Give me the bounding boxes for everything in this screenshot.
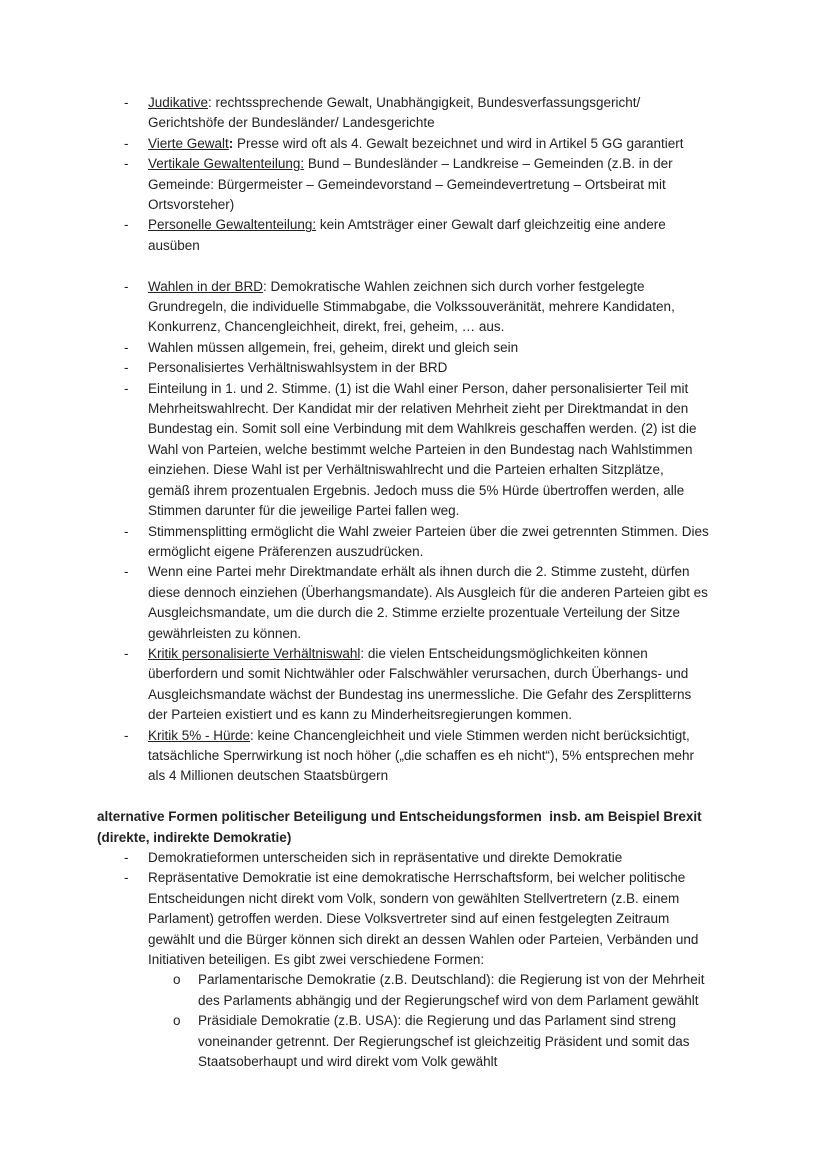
text-run: Bund – Bundesländer – Landkreise – Gemeinden (z.B. in der Gemeinde: Bürgermeister – Gemeindevorstand – Gemeindevertretung – Ortsbeirat mit Ortsvorsteher) [148, 156, 673, 213]
text-run: Wenn eine Partei mehr Direktmandate erhält als ihnen durch die 2. Stimme zusteht, dürfen diese dennoch einziehen (Überhangsmandate). Als Ausgleich für die anderen Parteien gibt es Ausgleichsmandate, um die durch die 2. Stimme erzielte prozentuale Verteilung der Sitze gewährleisten zu können. [148, 564, 708, 641]
list-item [97, 358, 709, 378]
text-run: Vertikale Gewaltenteilung: [148, 156, 305, 172]
list-item [97, 562, 709, 644]
section-gap-2 [97, 787, 709, 807]
list-item-text [148, 868, 709, 970]
text-run: kein Amtsträger einer Gewalt darf gleichzeitig eine andere ausüben [148, 217, 666, 253]
bullet-marker: - [124, 645, 129, 661]
list-item-text [148, 215, 709, 256]
list-item-text [148, 848, 709, 868]
text-run: Presse wird oft als 4. Gewalt bezeichnet und wird in Artikel 5 GG garantiert [233, 135, 684, 151]
text-run: Judikative [148, 95, 209, 110]
list-item [97, 134, 709, 154]
text-run: Personelle Gewaltenteilung: [148, 217, 317, 233]
list-item [97, 379, 709, 522]
list-item-text [148, 726, 709, 787]
list-item-text [148, 338, 709, 358]
list-item-text [148, 379, 709, 522]
text-run: Demokratieformen unterscheiden sich in repräsentative und direkte Demokratie [148, 850, 623, 865]
bullet-marker: - [124, 564, 129, 580]
text-run: Personalisiertes Verhältniswahlsystem in der BRD [148, 360, 448, 376]
list-item-text [148, 134, 709, 154]
gewaltenteilung-list [97, 93, 709, 256]
list-item [97, 644, 709, 726]
list-item [97, 726, 709, 787]
alternative-formen-heading [97, 807, 709, 848]
bullet-marker: - [124, 380, 129, 396]
list-item-text [148, 644, 709, 726]
bullet-marker: - [124, 135, 129, 151]
text-run: Wahlen müssen allgemein, frei, geheim, direkt und gleich sein [148, 339, 519, 355]
text-run: : [228, 135, 234, 151]
list-item [97, 93, 709, 134]
list-item [97, 215, 709, 256]
list-item [97, 848, 709, 868]
bullet-marker: o [173, 1013, 181, 1029]
bullet-marker: - [124, 339, 129, 355]
list-item-text [148, 562, 709, 644]
text-run: Präsidiale Demokratie (z.B. USA): die Regierung und das Parlament sind streng voneinander getrennt. Der Regierungschef ist gleichzeitig Präsident und somit das Staatsoberhaupt und wird direkt vom Volk gewählt [198, 1013, 690, 1070]
list-item [97, 970, 709, 1011]
list-item-text [198, 1011, 709, 1072]
list-item-text [148, 277, 709, 338]
text-run: Parlamentarische Demokratie (z.B. Deutschland): die Regierung ist von der Mehrheit des Parlaments abhängig und der Regierungschef wird von dem Parlament gewählt [198, 972, 705, 1008]
text-run: Vierte Gewalt [148, 135, 229, 151]
bullet-marker: - [124, 850, 129, 865]
text-run: : Demokratische Wahlen zeichnen sich durch vorher festgelegte Grundregeln, die individuelle Stimmabgabe, die Volkssouveränität, mehrere Kandidaten, Konkurrenz, Chancengleichheit, direkt, frei, geheim, … aus. [148, 278, 675, 335]
text-run: : keine Chancengleichheit und viele Stimmen werden nicht berücksichtigt, tatsächliche Sperrwirkung ist noch höher („die schaffen es eh nicht“), 5% entsprechen mehr als 4 Millionen deutschen Staatsbürgern [148, 727, 695, 784]
list-item [97, 522, 709, 563]
bullet-marker: - [124, 727, 129, 743]
text-run: : die vielen Entscheidungsmöglichkeiten können überfordern und somit Nichtwähler oder Falschwähler verursachen, durch Überhangs- und Ausgleichsmandate wächst der Bundestag ins unermessliche. Die Gefahr des Zersplitterns der Parteien existiert und es kann zu Minderheitsregierungen kommen. [148, 645, 692, 723]
list-item-text [148, 522, 709, 563]
text-run: : rechtssprechende Gewalt, Unabhängigkeit, Bundesverfassungsgericht/ Gerichtshöfe der Bundesländer/ Landesgerichte [148, 95, 641, 131]
list-item [97, 868, 709, 970]
list-item-text [148, 93, 709, 134]
wahlen-brd-list [97, 277, 709, 787]
list-item-text [198, 970, 709, 1011]
demokratieformen-list [97, 848, 709, 1072]
list-item-text [148, 358, 709, 378]
heading-line: (direkte, indirekte Demokratie) [97, 829, 292, 845]
bullet-marker: - [124, 870, 129, 886]
section-gap-1 [97, 256, 709, 276]
bullet-marker: - [124, 523, 129, 539]
list-item [97, 1011, 709, 1072]
document-content [97, 93, 709, 1072]
bullet-marker: - [124, 95, 129, 110]
bullet-marker: o [173, 972, 181, 988]
bullet-marker: - [124, 360, 129, 376]
list-item-text [148, 154, 709, 215]
list-item [97, 338, 709, 358]
bullet-marker: - [124, 156, 129, 172]
list-item [97, 277, 709, 338]
text-run: Wahlen in der BRD [148, 278, 264, 294]
bullet-marker: - [124, 278, 129, 294]
text-run: Einteilung in 1. und 2. Stimme. (1) ist die Wahl einer Person, daher personalisierter Teil mit Mehrheitswahlrecht. Der Kandidat mir der relativen Mehrheit zieht per Direktmandat in den Bundestag ein. Somit soll eine Verbindung mit dem Wahlkreis geschaffen werden. (2) ist die Wahl von Parteien, welche bestimmt welche Parteien in den Bundestag nach Wahlstimmen einziehen. Diese Wahl ist per Verhältniswahlrecht und die Parteien erhalten Sitzplätze, gemäß ihrem prozentualen Ergebnis. Jedoch muss die 5% Hürde übertroffen werden, alle Stimmen darunter für die jeweilige Partei fallen weg. [148, 380, 697, 519]
list-item [97, 154, 709, 215]
text-run: Kritik personalisierte Verhältniswahl [148, 645, 361, 661]
text-run: Stimmensplitting ermöglicht die Wahl zweier Parteien über die zwei getrennten Stimmen. Dies ermöglicht eigene Präferenzen auszudrücken. [148, 523, 709, 559]
text-run: Kritik 5% - Hürde [148, 727, 251, 743]
text-run: Repräsentative Demokratie ist eine demokratische Herrschaftsform, bei welcher politische Entscheidungen nicht direkt vom Volk, sondern von gewählten Stellvertretern (z.B. einem Parlament) getroffen werden. Diese Volksvertreter sind auf einen festgelegten Zeitraum gewählt und die Bürger können sich direkt an dessen Wahlen oder Parteien, Verbänden und Initiativen beteiligen. Es gibt zwei verschiedene Formen: [148, 870, 699, 968]
bullet-marker: - [124, 217, 129, 233]
heading-line: alternative Formen politischer Beteiligung und Entscheidungsformen insb. am Beispiel Brexit [97, 809, 702, 825]
